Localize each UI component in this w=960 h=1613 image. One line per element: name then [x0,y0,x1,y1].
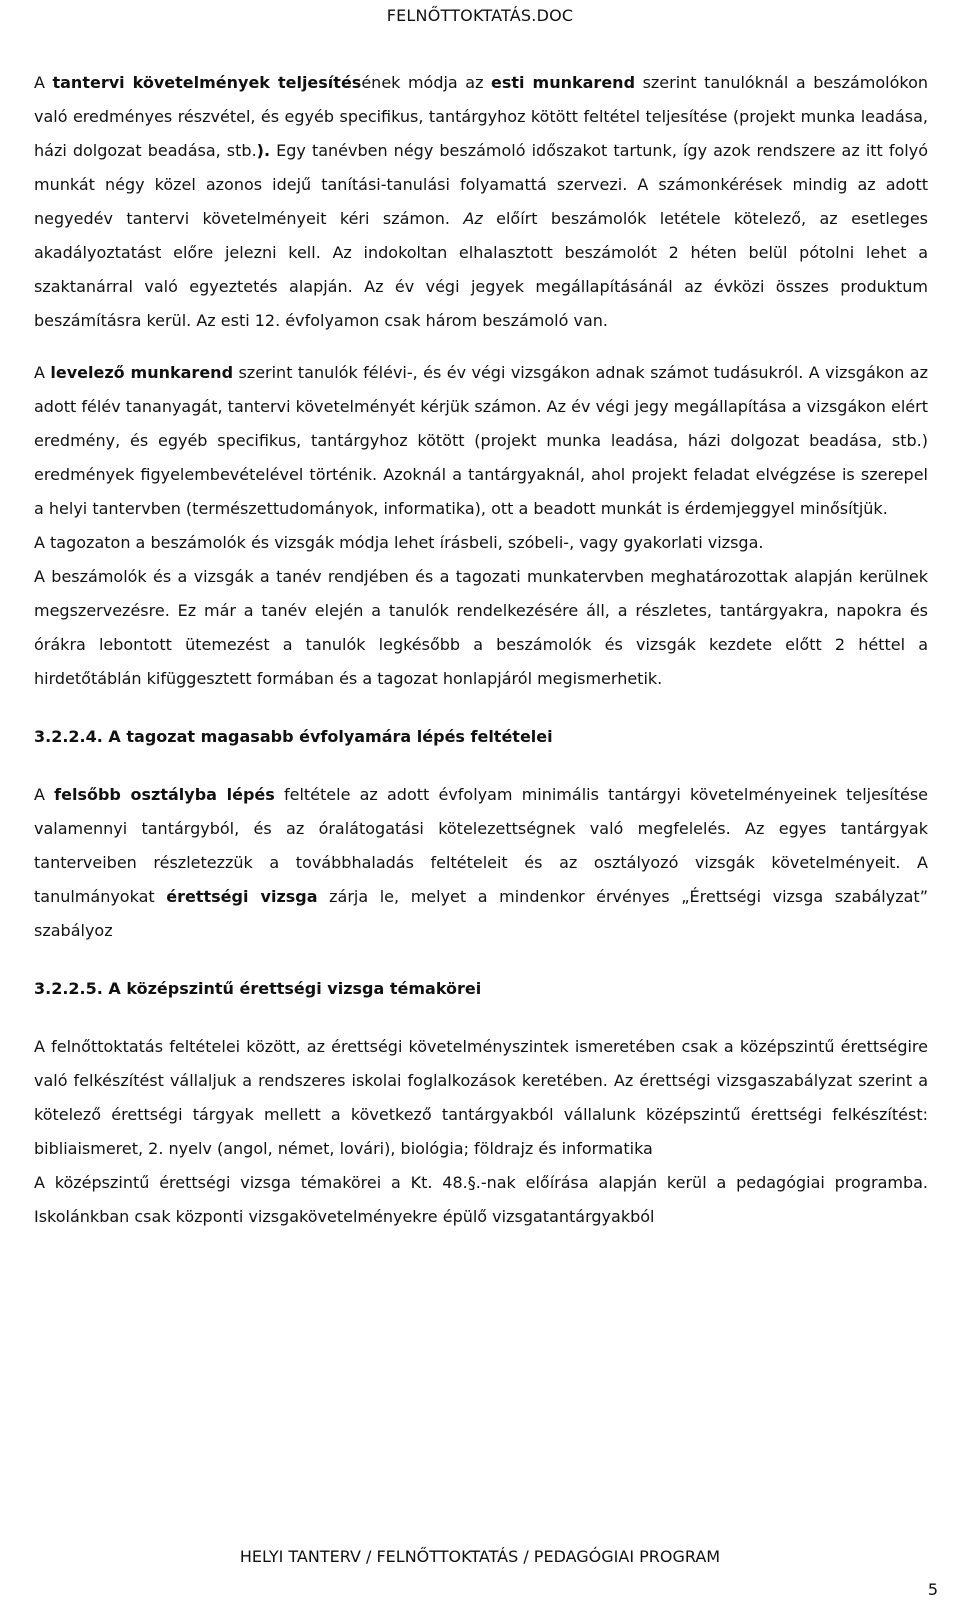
section-heading-progression: 3.2.2.4. A tagozat magasabb évfolyamára lépés feltételei [34,727,553,746]
italic-term: Az [463,209,483,228]
bold-term: esti munkarend [491,73,636,92]
bold-term: felsőbb osztályba lépés [54,785,275,804]
paragraph-evening-schedule: A tantervi követelmények teljesítésének módja az esti munkarend szerint tanulóknál a beszámolókon való eredményes részvétel, és egyéb specifikus, tantárgyhoz kötött feltétel teljesítése (projekt munka leadása, házi dolgozat beadása, stb.). Egy tanévben négy beszámoló időszakot tartunk, így azok rendszere az itt folyó munkát négy közel azonos idejű tanítási-tanulási folyamattá szervezi. A számonkérések mindig az adott negyedév tantervi követelményeit kéri számon. Az előírt beszámolók letétele kötelező, az esetleges akadályoztatást előre jelezni kell. Az indokoltan elhalasztott beszámolót 2 héten belül pótolni lehet a szaktanárral való egyeztetés alapján. Az év végi jegyek megállapításánál az évközi összes produktum beszámításra kerül. Az esti 12. évfolyamon csak három beszámoló van. [34,73,929,330]
paragraph-exam-schedule: A beszámolók és a vizsgák a tanév rendjében és a tagozati munkatervben meghatározottak alapján kerülnek megszervezésre. Ez már a tanév elején a tanulók rendelkezésére áll, a részletes, tantárgyakra, napokra és órákra lebontott ütemezést a tanulók legkésőbb a beszámolók és vizsgák kezdete előtt 2 héttel a hirdetőtáblán kifüggesztett formában és a tagozat honlapjáról megismerhetik. [34,567,928,688]
paragraph-exam-topics: A felnőttoktatás feltételei között, az érettségi követelményszintek ismeretében csak a középszintű érettségire való felkészítést vállaljuk a rendszeres iskolai foglalkozások keretében. Az érettségi vizsgaszabályzat szerint a kötelező érettségi tárgyak mellett a következő tantárgyakból vállalunk középszintű érettségi felkészítést: bibliaismeret, 2. nyelv (angol, német, lovári), biológia; földrajz és informatika [34,1037,928,1158]
bold-term: tantervi követelmények teljesítés [52,73,362,92]
page-number: 5 [927,1580,938,1599]
section-heading-exam-topics: 3.2.2.5. A középszintű érettségi vizsga témakörei [34,979,482,998]
paragraph-exam-types: A tagozaton a beszámolók és vizsgák módja lehet írásbeli, szóbeli-, vagy gyakorlati vizsga. [34,533,764,552]
page-header: FELNŐTTOKTATÁS.DOC [386,6,574,25]
paragraph-exam-topics-continued: A középszintű érettségi vizsga témakörei a Kt. 48.§.-nak előírása alapján kerül a pedagógiai programba. Iskolánkban csak központi vizsgakövetelményekre épülő vizsgatantárgyakból [34,1173,928,1226]
bold-term: érettségi vizsga [166,887,318,906]
page-footer: HELYI TANTERV / FELNŐTTOKTATÁS / PEDAGÓGIAI PROGRAM [239,1547,721,1566]
bold-term: levelező munkarend [50,363,234,382]
paragraph-correspondence-schedule: A levelező munkarend szerint tanulók félévi-, és év végi vizsgákon adnak számot tudásukról. A vizsgákon az adott félév tananyagát, tantervi követelményét kérjük számon. Az év végi jegy megállapítása a vizsgákon elért eredmény, és egyéb specifikus, tantárgyhoz kötött (projekt munka leadása, házi dolgozat beadása, stb.) eredmények figyelembevételével történik. Azoknál a tantárgyaknál, ahol projekt feladat elvégzése is szerepel a helyi tantervben (természettudományok, informatika), ott a beadott munkát is érdemjeggyel minősítjük. [34,363,929,518]
document-body [34,66,928,1234]
paragraph-progression: A felsőbb osztályba lépés feltétele az adott évfolyam minimális tantárgyi követelményeinek teljesítése valamennyi tantárgyból, és az óralátogatási kötelezettségnek való megfelelés. Az egyes tantárgyak tanterveiben részletezzük a továbbhaladás feltételeit és az osztályozó vizsgák követelményeit. A tanulmányokat érettségi vizsga zárja le, melyet a mindenkor érvényes „Érettségi vizsga szabályzat” szabályoz [34,785,929,940]
